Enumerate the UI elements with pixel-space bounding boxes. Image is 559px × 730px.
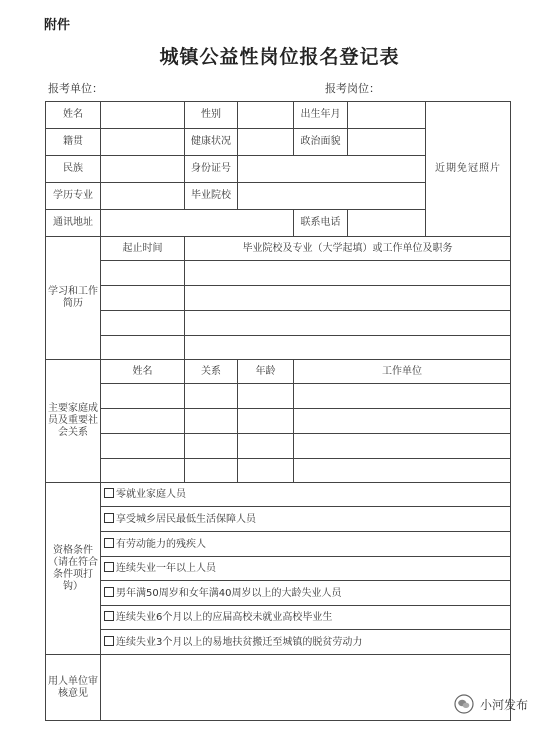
resume-detail-cell[interactable] xyxy=(185,286,511,311)
checkbox-icon[interactable] xyxy=(104,538,114,548)
qualification-option[interactable] xyxy=(101,606,511,630)
resume-detail-cell[interactable] xyxy=(185,336,511,360)
address-field[interactable] xyxy=(101,210,294,237)
family-age-header: 年龄 xyxy=(238,360,294,384)
education-field[interactable] xyxy=(101,183,185,210)
family-name-cell[interactable] xyxy=(101,384,185,409)
resume-time-header: 起止时间 xyxy=(101,237,185,261)
checkbox-icon[interactable] xyxy=(104,636,114,646)
ethnicity-field[interactable] xyxy=(101,156,185,183)
resume-detail-cell[interactable] xyxy=(185,261,511,286)
family-work-cell[interactable] xyxy=(294,459,511,483)
address-label: 通讯地址 xyxy=(46,210,101,237)
wechat-icon xyxy=(454,694,474,714)
checkbox-icon[interactable] xyxy=(104,488,114,498)
family-relation-cell[interactable] xyxy=(185,459,238,483)
education-label: 学历专业 xyxy=(46,183,101,210)
ethnicity-label: 民族 xyxy=(46,156,101,183)
name-label: 姓名 xyxy=(46,102,101,129)
resume-time-cell[interactable] xyxy=(101,261,185,286)
qualification-option[interactable] xyxy=(101,483,511,507)
health-label: 健康状况 xyxy=(185,129,238,156)
unit-label: 报考单位： xyxy=(48,82,103,95)
family-work-cell[interactable] xyxy=(294,384,511,409)
political-field[interactable] xyxy=(348,129,426,156)
qualification-option[interactable] xyxy=(101,581,511,606)
birth-label: 出生年月 xyxy=(294,102,348,129)
family-age-cell[interactable] xyxy=(238,384,294,409)
family-age-cell[interactable] xyxy=(238,409,294,434)
checkbox-icon[interactable] xyxy=(104,611,114,621)
family-relation-cell[interactable] xyxy=(185,384,238,409)
qualification-option-label: 零就业家庭人员 xyxy=(116,489,186,500)
resume-detail-header: 毕业院校及专业（大学起填）或工作单位及职务 xyxy=(185,237,511,261)
health-field[interactable] xyxy=(238,129,294,156)
checkbox-icon[interactable] xyxy=(104,513,114,523)
family-age-cell[interactable] xyxy=(238,459,294,483)
id-number-field[interactable] xyxy=(238,156,426,183)
phone-label: 联系电话 xyxy=(294,210,348,237)
family-work-cell[interactable] xyxy=(294,434,511,459)
family-name-header: 姓名 xyxy=(101,360,185,384)
qualification-option-label: 有劳动能力的残疾人 xyxy=(116,538,206,550)
post-label: 报考岗位： xyxy=(325,82,380,95)
qualification-label: 资格条件（请在符合条件项打钩） xyxy=(46,483,101,655)
phone-field[interactable] xyxy=(348,210,426,237)
family-name-cell[interactable] xyxy=(101,459,185,483)
birth-field[interactable] xyxy=(348,102,426,129)
resume-detail-cell[interactable] xyxy=(185,311,511,336)
form-title: 城镇公益性岗位报名登记表 xyxy=(159,46,400,68)
photo-label: 近期免冠照片 xyxy=(435,163,501,174)
qualification-option-label: 连续失业6个月以上的应届高校未就业高校毕业生 xyxy=(116,612,333,623)
qualification-option[interactable] xyxy=(101,532,511,557)
checkbox-icon[interactable] xyxy=(104,587,114,597)
qualification-option[interactable] xyxy=(101,557,511,581)
qualification-option-label: 连续失业3个月以上的易地扶贫搬迁至城镇的脱贫劳动力 xyxy=(116,636,363,648)
origin-label: 籍贯 xyxy=(46,129,101,156)
opinion-label: 用人单位审核意见 xyxy=(46,655,101,721)
qualification-option[interactable] xyxy=(101,507,511,532)
family-name-cell[interactable] xyxy=(101,434,185,459)
resume-time-cell[interactable] xyxy=(101,286,185,311)
gender-label: 性别 xyxy=(185,102,238,129)
id-number-label: 身份证号 xyxy=(185,156,238,183)
origin-field[interactable] xyxy=(101,129,185,156)
qualification-option-label: 连续失业一年以上人员 xyxy=(116,563,216,574)
resume-time-cell[interactable] xyxy=(101,336,185,360)
school-field[interactable] xyxy=(238,183,426,210)
watermark xyxy=(454,694,528,714)
qualification-option[interactable] xyxy=(101,630,511,655)
family-name-cell[interactable] xyxy=(101,409,185,434)
family-relation-cell[interactable] xyxy=(185,409,238,434)
family-work-header: 工作单位 xyxy=(294,360,511,384)
qualification-option-label: 男年满50周岁和女年满40周岁以上的大龄失业人员 xyxy=(116,587,342,599)
registration-table xyxy=(45,101,511,721)
school-label: 毕业院校 xyxy=(185,183,238,210)
gender-field[interactable] xyxy=(238,102,294,129)
family-label: 主要家庭成员及重要社会关系 xyxy=(46,360,101,483)
family-relation-cell[interactable] xyxy=(185,434,238,459)
opinion-field[interactable] xyxy=(101,655,511,721)
political-label: 政治面貌 xyxy=(294,129,348,156)
resume-time-cell[interactable] xyxy=(101,311,185,336)
name-field[interactable] xyxy=(101,102,185,129)
qualification-option-label: 享受城乡居民最低生活保障人员 xyxy=(116,513,256,525)
resume-label: 学习和工作简历 xyxy=(46,237,101,360)
family-age-cell[interactable] xyxy=(238,434,294,459)
family-relation-header: 关系 xyxy=(185,360,238,384)
checkbox-icon[interactable] xyxy=(104,562,114,572)
photo-box[interactable] xyxy=(426,102,511,237)
attachment-label: 附件 xyxy=(44,18,71,33)
watermark-text: 小河发布 xyxy=(480,697,529,712)
family-work-cell[interactable] xyxy=(294,409,511,434)
